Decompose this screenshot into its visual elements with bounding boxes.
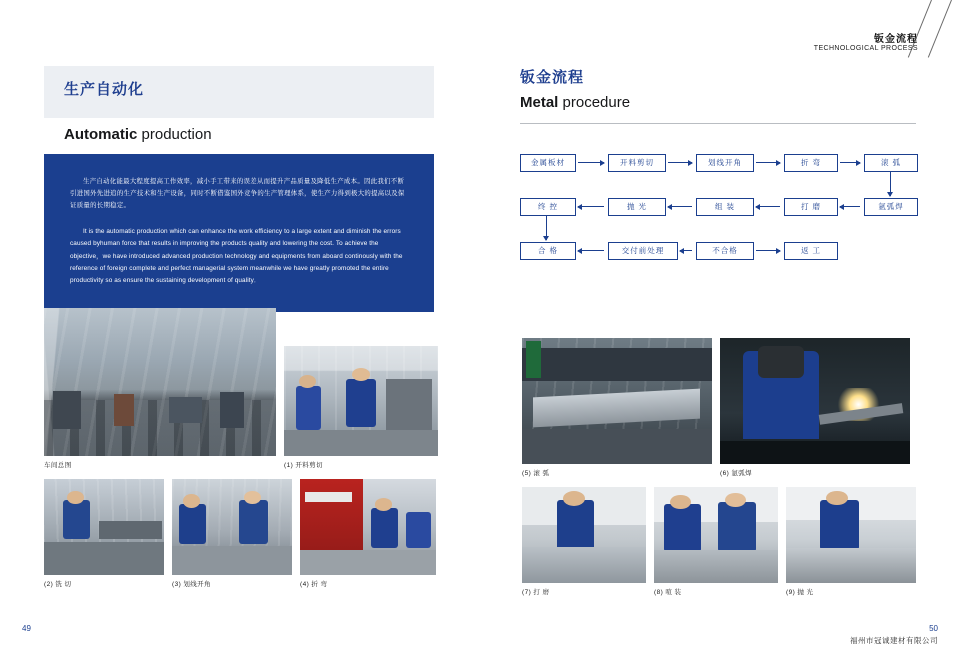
- left-title-en-rest: production: [137, 126, 212, 143]
- left-title-band: [44, 66, 434, 118]
- flow-node-r1-1: 开料剪切: [608, 154, 666, 172]
- photo-polishing-9: [786, 487, 916, 583]
- photo-milling-2: [44, 479, 164, 575]
- photo-cutting-1: [284, 346, 438, 456]
- flow-node-r2-0: 终 控: [520, 198, 576, 216]
- page-number-left: 49: [22, 624, 31, 633]
- flow-arrow-r1-3: [840, 162, 860, 163]
- right-photo-grid: [522, 338, 916, 596]
- right-title-cn: 钣金流程: [520, 69, 585, 86]
- caption-rolling-5: (5) 滚 弧: [522, 470, 550, 477]
- flow-node-r1-2: 划线开角: [696, 154, 754, 172]
- left-subtitle: [44, 118, 434, 154]
- flow-arrow-r3-1: [680, 250, 692, 251]
- flow-node-r1-3: 折 弯: [784, 154, 838, 172]
- caption-workshop-overview: 车间总图: [44, 462, 72, 469]
- flow-connector-down-left: [546, 215, 547, 240]
- flow-connector-down-right: [890, 171, 891, 196]
- header-title-en: TECHNOLOGICAL PROCESS: [813, 45, 918, 52]
- caption-marking-3: (3) 划线开角: [172, 581, 211, 588]
- flow-node-r3-3: 返 工: [784, 242, 838, 260]
- flow-arrow-r1-1: [668, 162, 692, 163]
- flow-node-r2-2: 组 装: [696, 198, 754, 216]
- caption-grinding-7: (7) 打 磨: [522, 589, 550, 596]
- flow-node-r1-0: 金属板材: [520, 154, 576, 172]
- right-title-en-bold: Metal: [520, 94, 559, 111]
- flow-arrow-r3-0: [578, 250, 604, 251]
- flow-node-r3-2: 不合格: [696, 242, 754, 260]
- flow-arrow-r1-2: [756, 162, 780, 163]
- left-title-cn: 生产自动化: [64, 81, 145, 98]
- caption-polishing-9: (9) 抛 光: [786, 589, 814, 596]
- photo-bending-4: [300, 479, 436, 575]
- footer-company-name: 福州市冠诚建材有限公司: [850, 636, 938, 645]
- caption-cutting-1: (1) 开料剪切: [284, 462, 323, 469]
- flow-node-r2-4: 氩弧焊: [864, 198, 918, 216]
- caption-argon-welding-6: (6) 氩弧焊: [720, 470, 753, 477]
- diagonal-line-secondary-icon: [928, 0, 952, 58]
- left-body-en: It is the automatic production which can enhance the work efficiency to a large extent and diminish the errors caused byhuman force that results in improving the products quality and lowering the cost. To achieve the objective，we have introduced advanced production technology and equipments from aboard continously with the reference of foreign complete and perfect managerial system meanwhile we have greatly promoted the entire productivity so as ensure the sustaining development of quality．: [70, 227, 403, 285]
- photo-argon-welding-6: [720, 338, 910, 464]
- caption-assembly-8: (8) 喧 装: [654, 589, 682, 596]
- left-body-cn: 生产自动化能最大程度提高工作效率，减小手工带来的误差从而提升产品质量及降低生产成本。因此我们不断引进国外先进追的生产技术和生产设备，同时不断借鉴国外竞争的生产管理体系，使生产力得到极大的提高以及保证质量的长期稳定。: [70, 178, 405, 209]
- left-title-en-bold: Automatic: [64, 126, 138, 143]
- title-divider: [520, 123, 916, 124]
- flow-node-r2-3: 打 磨: [784, 198, 838, 216]
- caption-milling-2: (2) 铣 切: [44, 581, 72, 588]
- photo-workshop-overview: [44, 308, 276, 456]
- page-number-right: 50: [929, 624, 938, 633]
- right-title: [520, 66, 916, 111]
- flow-node-r1-4: 滚 弧: [864, 154, 918, 172]
- caption-bending-4: (4) 折 弯: [300, 581, 328, 588]
- photo-rolling-5: [522, 338, 712, 464]
- left-body-panel: [44, 154, 434, 312]
- flow-node-r3-0: 合 格: [520, 242, 576, 260]
- right-title-en-rest: procedure: [558, 94, 631, 111]
- flow-node-r3-1: 交付前处理: [608, 242, 678, 260]
- left-section: [44, 66, 434, 312]
- photo-assembly-8: [654, 487, 778, 583]
- left-photo-grid: [44, 308, 438, 588]
- header-corner-mark: [780, 0, 960, 70]
- flow-arrow-r2-0: [578, 206, 604, 207]
- process-flow-diagram: [520, 140, 920, 265]
- flow-arrow-r2-1: [668, 206, 692, 207]
- flow-arrow-r1-0: [578, 162, 604, 163]
- flow-node-r2-1: 抛 光: [608, 198, 666, 216]
- photo-grinding-7: [522, 487, 646, 583]
- flow-arrow-r3-2: [756, 250, 780, 251]
- flow-arrow-r2-3: [840, 206, 860, 207]
- right-section: [520, 66, 916, 124]
- flow-arrow-r2-2: [756, 206, 780, 207]
- photo-marking-3: [172, 479, 292, 575]
- header-title-cn: 钣金流程: [874, 34, 918, 45]
